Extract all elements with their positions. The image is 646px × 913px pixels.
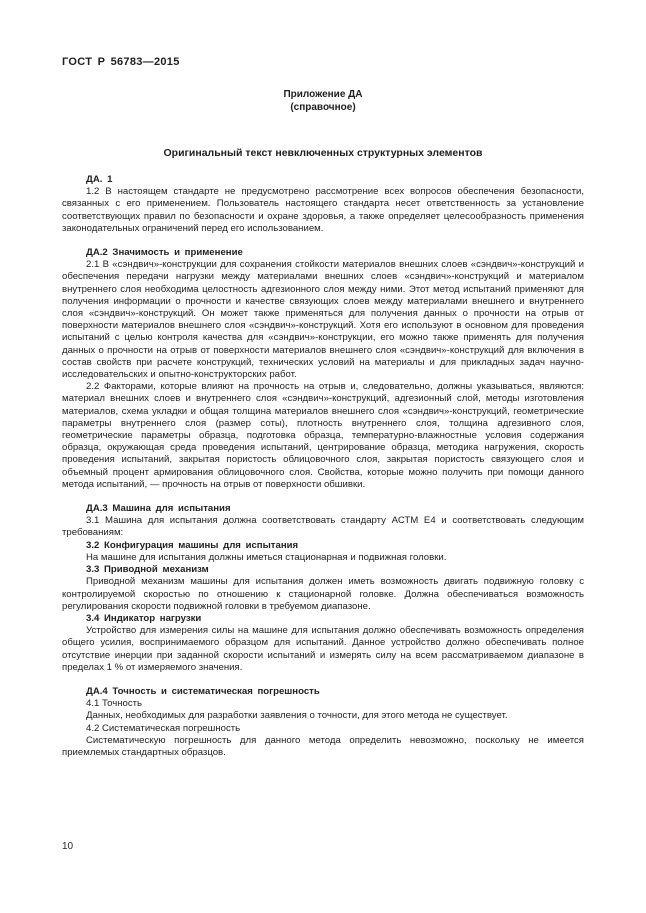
paragraph-1-2: 1.2 В настоящем стандарте не предусмотрено рассмотрение всех вопросов обеспечения безопасности, связанных с его применением. Пользователь настоящего стандарта несет ответственность за установление соответствующих правил по безопасности и охране здоровья, а также определяет целесообразность применения законодательных ограничений перед его использованием. — [62, 186, 584, 234]
appendix-label: Приложение ДА — [283, 89, 363, 100]
paragraph-3-3: Приводной механизм машины для испытания должен иметь возможность двигать подвижную головку с контролируемой скоростью по отношению к стационарной головке. Должна обеспечиваться возможность регулирования скорости подвижной головки в требуемом диапазоне. — [62, 576, 584, 612]
page-content — [62, 56, 584, 759]
document-title: Оригинальный текст невключенных структурных элементов — [163, 147, 483, 159]
section-heading-da1: ДА. 1 — [86, 174, 113, 185]
page-number: 10 — [62, 841, 74, 852]
paragraph-4-1: Данных, необходимых для разработки заявления о точности, для этого метода не существует. — [86, 710, 508, 722]
paragraph-4-2: Систематическую погрешность для данного метода определить невозможно, поскольку не имеется приемлемых стандартных образцов. — [62, 734, 584, 758]
section-heading-da4: ДА.4 Точность и систематическая погрешность — [86, 685, 320, 697]
paragraph-3-4: Устройство для измерения силы на машине для испытания должно обеспечивать возможность определения общего усилия, воспринимаемого образцом для испытаний. Данное устройство должно обеспечивать полное отсутствие инерции при заданной скорости испытаний и измерять силу на всем рассматриваемом диапазоне в пределах 1 % от измеряемого значения. — [62, 625, 584, 673]
section-heading-da2: ДА.2 Значимость и применение — [86, 247, 243, 259]
paragraph-4-2-title: 4.2 Систематическая погрешность — [86, 722, 241, 734]
paragraph-2-2: 2.2 Факторами, которые влияют на прочность на отрыв и, следовательно, должны указываться, являются: материал внешних слоев и внутреннего слоя «сэндвич»-конструкций, адгезионный слой, методы изготовления материалов, схема укладки и общая толщина материалов внешнего слоя «сэндвич»-конструкций, геометрические параметры внутреннего слоя (размер соты), плотность внутреннего слоя, толщина адгезивного слоя, геометрические параметры образца, подготовка образца, температурно-влажностные условия содержания образца, окружающая среда проведения испытаний, центрирование образца, методика нагружения, скорость проведения испытаний, закрытая пористость облицовочного слоя, закрытая пористость связующего слоя и объемный процент армирования облицовочного слоя. Свойства, которые можно получить при помощи данного метода испытаний, — прочность на отрыв от поверхности обшивки. — [62, 381, 584, 490]
section-heading-3-4: 3.4 Индикатор нагрузки — [86, 612, 202, 624]
section-heading-da3: ДА.3 Машина для испытания — [86, 503, 231, 515]
section-heading-3-3: 3.3 Приводной механизм — [86, 564, 209, 576]
paragraph-4-1-title: 4.1 Точность — [86, 698, 143, 710]
paragraph-3-1: 3.1 Машина для испытания должна соответствовать стандарту АСТМ Е4 и соответствовать следующим требованиям: — [62, 515, 584, 539]
paragraph-3-2: На машине для испытания должны иметься стационарная и подвижная головки. — [86, 551, 447, 563]
appendix-kind: (справочное) — [290, 102, 356, 113]
section-heading-3-2: 3.2 Конфигурация машины для испытания — [86, 539, 299, 551]
paragraph-2-1: 2.1 В «сэндвич»-конструкции для сохранения стойкости материалов внешних слоев «сэндвич»-конструкций и обеспечения передачи нагрузки между материалами внешних слоев «сэндвич»-конструкций и материалом внутреннего слоя необходима целостность адгезионного слоя между ними. Этот метод испытаний применяют для получения информации о прочности и качестве связующих слоев между материалами внешнего и внутреннего слоя «сэндвич»-конструкций. Он может также применяться для получения данных о прочности на отрыв от поверхности материалов внешнего слоя «сэндвич»-конструкций. Хотя его используют в основном для проведения испытаний с целью контроля качества для «сэндвич»-конструкции, его можно также применять для получения данных о прочности на отрыв от поверхности материалов внешнего слоя «сэндвич»-конструкций для включения в состав свойств при расчете конструкций, технических условий на материалы и для прикладных задач научно-исследовательских и опытно-конструкторских работ. — [62, 259, 584, 381]
document-header: ГОСТ Р 56783—2015 — [62, 56, 180, 68]
